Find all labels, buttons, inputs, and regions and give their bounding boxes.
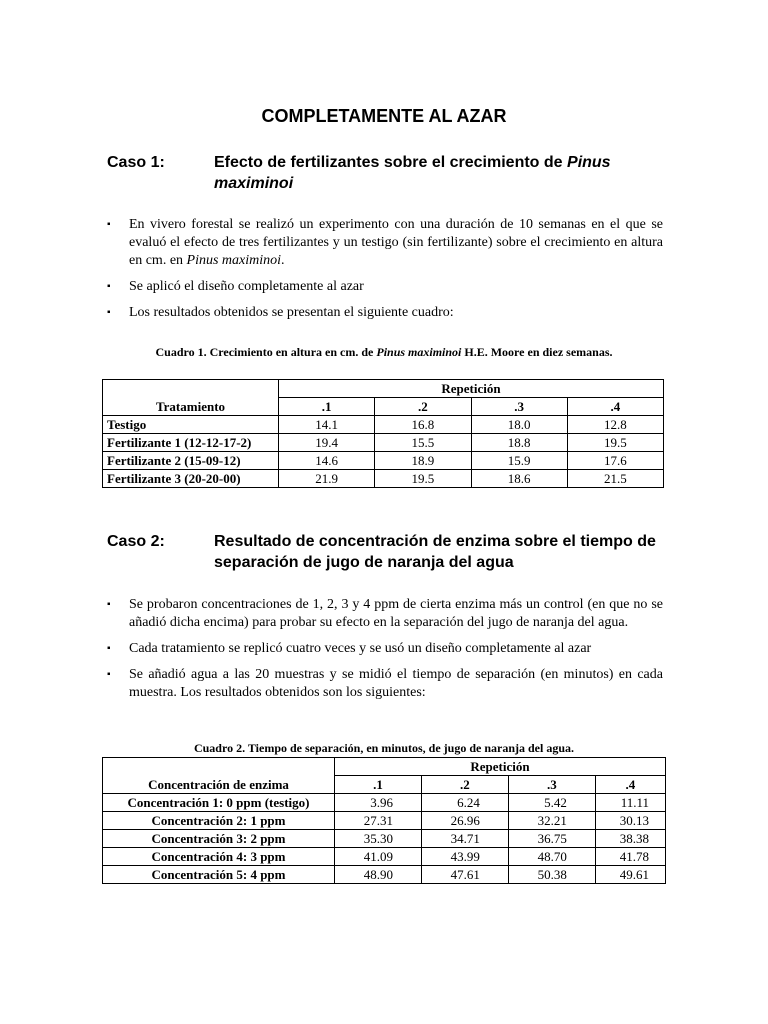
table-cell: 41.78 bbox=[595, 848, 665, 866]
bullet-text: Cada tratamiento se replicó cuatro veces y se usó un diseño completamente al azar bbox=[129, 641, 592, 656]
table-cell: 48.70 bbox=[508, 848, 595, 866]
table-cell: 47.61 bbox=[421, 866, 508, 884]
table-cell: 18.0 bbox=[471, 416, 567, 434]
list-item bbox=[107, 304, 663, 322]
table1-caption-text-end: H.E. Moore en diez semanas. bbox=[464, 345, 613, 359]
case1-bullet-list bbox=[107, 216, 663, 330]
table-cell: 19.5 bbox=[567, 434, 663, 452]
table-cell: 35.30 bbox=[335, 830, 422, 848]
table-cell: 15.9 bbox=[471, 452, 567, 470]
bullet-icon: ▪ bbox=[107, 643, 111, 654]
table-row-label: Fertilizante 1 (12-12-17-2) bbox=[103, 434, 279, 452]
bullet-icon: ▪ bbox=[107, 599, 111, 610]
table2-col-header: .1 bbox=[335, 776, 422, 794]
table-cell: 49.61 bbox=[595, 866, 665, 884]
table-row-label: Concentración 1: 0 ppm (testigo) bbox=[103, 794, 335, 812]
table-row-label: Concentración 5: 4 ppm bbox=[103, 866, 335, 884]
table-cell: 15.5 bbox=[375, 434, 471, 452]
list-item bbox=[107, 640, 663, 658]
case1-heading-species: Pinus maximinoi bbox=[214, 154, 611, 192]
case2-bullet-list bbox=[107, 596, 663, 710]
bullet-text: Se aplicó el diseño completamente al azar bbox=[129, 279, 364, 294]
table1-row-header: Tratamiento bbox=[103, 380, 279, 416]
table-row-label: Fertilizante 2 (15-09-12) bbox=[103, 452, 279, 470]
table-cell: 38.38 bbox=[595, 830, 665, 848]
case2-heading-text: Resultado de concentración de enzima sobre el tiempo de separación de jugo de naranja del agua bbox=[214, 533, 656, 571]
list-item bbox=[107, 216, 663, 270]
bullet-text: Se probaron concentraciones de 1, 2, 3 y 4 ppm de cierta enzima más un control (en que no se añadió dicha encima) para probar su efecto en la separación del jugo de naranja del agua. bbox=[129, 597, 663, 630]
table1-group-header: Repetición bbox=[279, 380, 664, 398]
table-cell: 16.8 bbox=[375, 416, 471, 434]
table-cell: 26.96 bbox=[421, 812, 508, 830]
bullet-icon: ▪ bbox=[107, 219, 111, 230]
table1-col-header: .2 bbox=[375, 398, 471, 416]
table2 bbox=[102, 757, 666, 884]
table2-col-header: .4 bbox=[595, 776, 665, 794]
table-cell: 11.11 bbox=[595, 794, 665, 812]
table-cell: 18.6 bbox=[471, 470, 567, 488]
table-cell: 18.8 bbox=[471, 434, 567, 452]
table-row bbox=[103, 830, 666, 848]
table1 bbox=[102, 379, 664, 488]
table1-col-header: .4 bbox=[567, 398, 663, 416]
table-cell: 18.9 bbox=[375, 452, 471, 470]
document-title: COMPLETAMENTE AL AZAR bbox=[261, 106, 507, 126]
table1-col-header: .3 bbox=[471, 398, 567, 416]
table-cell: 12.8 bbox=[567, 416, 663, 434]
table-row-label: Fertilizante 3 (20-20-00) bbox=[103, 470, 279, 488]
table2-col-header: .2 bbox=[421, 776, 508, 794]
case2-heading bbox=[107, 531, 667, 573]
table-row bbox=[103, 434, 664, 452]
table-cell: 43.99 bbox=[421, 848, 508, 866]
table-cell: 3.96 bbox=[335, 794, 422, 812]
bullet-species: Pinus maximinoi bbox=[186, 253, 282, 268]
table-cell: 14.6 bbox=[279, 452, 375, 470]
bullet-text: Se añadió agua a las 20 muestras y se midió el tiempo de separación (en minutos) en cada muestra. Los resultados obtenidos son los siguientes: bbox=[129, 667, 663, 700]
table2-row-header: Concentración de enzima bbox=[103, 758, 335, 794]
case1-label: Caso 1: bbox=[107, 154, 165, 171]
table-row-label: Concentración 2: 1 ppm bbox=[103, 812, 335, 830]
table-cell: 27.31 bbox=[335, 812, 422, 830]
bullet-text: Los resultados obtenidos se presentan el siguiente cuadro: bbox=[129, 305, 454, 320]
table-cell: 48.90 bbox=[335, 866, 422, 884]
list-item bbox=[107, 666, 663, 702]
table-cell: 36.75 bbox=[508, 830, 595, 848]
table-cell: 19.5 bbox=[375, 470, 471, 488]
case1-heading-text bbox=[214, 152, 667, 194]
table-row bbox=[103, 452, 664, 470]
table-row bbox=[103, 416, 664, 434]
table-cell: 5.42 bbox=[508, 794, 595, 812]
bullet-icon: ▪ bbox=[107, 669, 111, 680]
table2-group-header: Repetición bbox=[335, 758, 666, 776]
list-item bbox=[107, 278, 663, 296]
table-cell: 6.24 bbox=[421, 794, 508, 812]
table-row bbox=[103, 470, 664, 488]
bullet-icon: ▪ bbox=[107, 281, 111, 292]
bullet-text-end: . bbox=[281, 253, 285, 268]
table-row bbox=[103, 812, 666, 830]
list-item bbox=[107, 596, 663, 632]
table-row-label: Testigo bbox=[103, 416, 279, 434]
bullet-icon: ▪ bbox=[107, 307, 111, 318]
table-cell: 32.21 bbox=[508, 812, 595, 830]
table-row-label: Concentración 4: 3 ppm bbox=[103, 848, 335, 866]
table-cell: 17.6 bbox=[567, 452, 663, 470]
table-cell: 34.71 bbox=[421, 830, 508, 848]
case1-heading bbox=[107, 152, 667, 194]
case2-label: Caso 2: bbox=[107, 533, 165, 550]
table-row bbox=[103, 866, 666, 884]
table-cell: 19.4 bbox=[279, 434, 375, 452]
table1-caption bbox=[0, 345, 768, 360]
table-cell: 21.9 bbox=[279, 470, 375, 488]
table1-caption-text: Cuadro 1. Crecimiento en altura en cm. de bbox=[155, 345, 374, 359]
bullet-text: En vivero forestal se realizó un experimento con una duración de 10 semanas en el que se evaluó el efecto de tres fertilizantes y un testigo (sin fertilizante) sobre el crecimiento en altura en cm. en bbox=[129, 217, 663, 268]
table-row bbox=[103, 794, 666, 812]
table-row bbox=[103, 848, 666, 866]
table-cell: 50.38 bbox=[508, 866, 595, 884]
case1-heading-main: Efecto de fertilizantes sobre el crecimiento de bbox=[214, 154, 563, 171]
table-cell: 30.13 bbox=[595, 812, 665, 830]
table-cell: 14.1 bbox=[279, 416, 375, 434]
table1-caption-species: Pinus maximinoi bbox=[376, 345, 462, 359]
table2-col-header: .3 bbox=[508, 776, 595, 794]
table-cell: 41.09 bbox=[335, 848, 422, 866]
table1-col-header: .1 bbox=[279, 398, 375, 416]
table2-caption: Cuadro 2. Tiempo de separación, en minutos, de jugo de naranja del agua. bbox=[193, 741, 575, 755]
table-row-label: Concentración 3: 2 ppm bbox=[103, 830, 335, 848]
table-cell: 21.5 bbox=[567, 470, 663, 488]
